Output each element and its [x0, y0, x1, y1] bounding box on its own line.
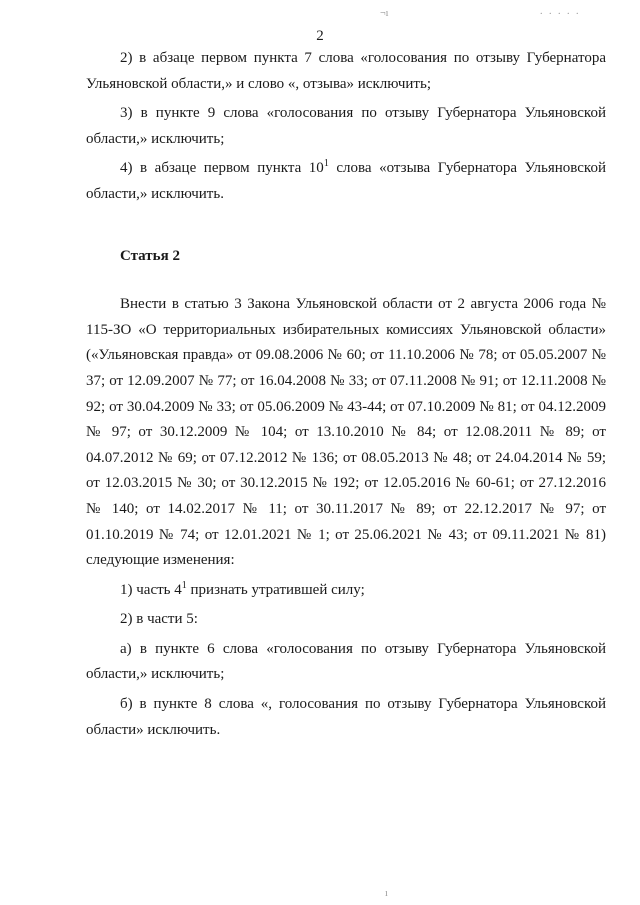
list-item-continuation: Ульяновской области,» и слово «, отзыва» исключить;: [86, 75, 431, 92]
sub-item-a-continuation: области,» исключить;: [86, 666, 225, 683]
list-item: 4) в абзаце первом пункта $10^1$ слова «отзыва Губернатора Ульяновской: [120, 158, 606, 177]
sub-item-a: а) в пункте 6 слова «голосования по отзыву Губернатора Ульяновской: [120, 640, 606, 657]
list-item-continuation: области,» исключить;: [86, 130, 225, 147]
article-item-1: 1) часть $4^1$ признать утратившей силу;: [120, 579, 365, 598]
scan-mark: ı: [385, 888, 388, 899]
superscript: 1: [181, 579, 187, 591]
sub-item-b-continuation: области» исключить.: [86, 721, 221, 738]
document-body: [86, 46, 606, 743]
article-intro: Внести в статью 3 Закона Ульяновской области от 2 августа 2006 года № 115-ЗО «О территориальных избирательных комиссиях Ульяновской области» («Ульяновская правда» от 09.08.2006 № 60; от 11.10.2006 № 78; от 05.05.2007 № 37; от 12.09.2007 № 77; от 16.04.2008 № 33; от 07.11.2008 № 91; от 12.11.2008 № 92; от 30.04.2009 № 33; от 05.06.2009 № 43-44; от 07.10.2009 № 81; от 04.12.2009 № 97; от 30.12.2009 № 104; от 13.10.2010 № 84; от 12.08.2011 № 89; от 04.07.2012 № 69; от 07.12.2012 № 136; от 08.05.2013 № 48; от 24.04.2014 № 59; от 12.03.2015 № 30; от 30.12.2015 № 192; от 12.05.2016 № 60-61; от 27.12.2016 № 140; от 14.02.2017 № 11; от 30.11.2017 № 89; от 22.12.2017 № 97; от 01.10.2019 № 74; от 12.01.2021 № 1; от 25.06.2021 № 43; от 09.11.2021 № 81) следующие изменения:: [86, 296, 606, 569]
scan-mark: ¬ı: [380, 8, 389, 19]
list-item-continuation: области,» исключить.: [86, 185, 224, 202]
article-item-2: 2) в части 5:: [120, 611, 198, 628]
list-item: 3) в пункте 9 слова «голосования по отзыву Губернатора Ульяновской: [120, 105, 606, 122]
superscript: 1: [323, 158, 329, 170]
list-item: 2) в абзаце первом пункта 7 слова «голосования по отзыву Губернатора: [120, 50, 606, 66]
article-heading: Статья 2: [120, 247, 180, 264]
scan-mark: . . . . .: [540, 6, 581, 17]
page-number: 2: [316, 28, 324, 44]
sub-item-b: б) в пункте 8 слова «, голосования по отзыву Губернатора Ульяновской: [120, 696, 606, 713]
